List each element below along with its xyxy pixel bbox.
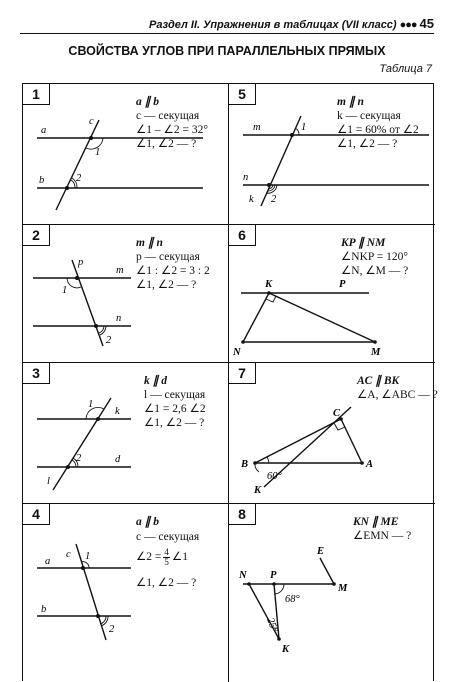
exercise-number: 3 — [23, 363, 50, 384]
exercise-cell-6 — [229, 225, 435, 363]
angle-label-2: 2 — [76, 453, 82, 464]
condition-line: ∠1 = 60% от ∠2 — [337, 124, 419, 136]
figure-right-triangle — [229, 225, 435, 363]
exercise-number: 1 — [23, 84, 50, 105]
condition-line: ∠EMN — ? — [353, 530, 412, 542]
angle-label-1: 1 — [301, 122, 307, 133]
line-label-m: m — [253, 122, 261, 133]
exercise-number: 4 — [23, 504, 50, 525]
condition-line: ∠1, ∠2 — ? — [136, 138, 197, 150]
point-label-b: B — [241, 459, 249, 470]
table-label: Таблица 7 — [379, 63, 432, 75]
exercise-cell-4 — [23, 504, 229, 682]
condition-line: ∠1, ∠2 — ? — [136, 577, 197, 589]
angle-label-2: 2 — [109, 624, 115, 635]
exercise-cell-8 — [229, 504, 435, 682]
condition-line: ∠NKP = 120° — [341, 251, 408, 263]
point-label-a: A — [366, 459, 374, 470]
point-label-m: M — [371, 347, 381, 358]
line-label-d: d — [115, 454, 121, 465]
point-label-k: K — [254, 485, 262, 496]
angle-label-2: 2 — [76, 173, 82, 184]
angle-value-68: 68° — [285, 594, 300, 605]
fraction-denominator: 5 — [164, 557, 169, 567]
figure-right-triangle — [229, 363, 435, 504]
figure-parallel-lines — [23, 504, 229, 682]
condition-line: AC ∥ BK — [357, 375, 400, 387]
condition-line: m ∥ n — [136, 237, 163, 249]
point-label-k: K — [265, 279, 273, 290]
exercise-cell-5 — [229, 84, 435, 225]
point-label-e: E — [317, 546, 325, 557]
condition-part: ∠2 = — [136, 551, 162, 564]
page-number: 45 — [419, 16, 434, 31]
angle-value-25: 25° — [264, 616, 280, 634]
point-label-n: N — [239, 570, 247, 581]
condition-line: ∠A, ∠ABC — ? — [357, 389, 438, 401]
exercise-number: 7 — [229, 363, 256, 384]
angle-label-1: 1 — [85, 551, 91, 562]
exercise-number: 2 — [23, 225, 50, 246]
condition-line: ∠N, ∠M — ? — [341, 265, 409, 277]
line-label-l: l — [47, 476, 50, 487]
angle-label-1: 1 — [62, 285, 68, 296]
section-title: Раздел II. Упражнения в таблицах (VII класс) — [149, 19, 397, 31]
line-label-a: a — [45, 556, 51, 567]
condition-line: l — секущая — [144, 389, 206, 401]
angle-label-2: 2 — [271, 194, 277, 205]
condition-line: ∠1 – ∠2 = 32° — [136, 124, 208, 136]
exercise-cell-1 — [23, 84, 229, 225]
figure-parallel-lines — [23, 363, 229, 504]
line-label-p: p — [78, 257, 84, 268]
condition-line: ∠1, ∠2 — ? — [136, 279, 197, 291]
line-label-k: k — [249, 194, 254, 205]
exercise-cell-2 — [23, 225, 229, 363]
point-label-k: K — [282, 644, 290, 655]
header-rule — [20, 33, 434, 34]
exercise-table — [22, 83, 438, 681]
page-header — [149, 16, 434, 31]
condition-part: ∠1 — [171, 551, 188, 564]
page-title: СВОЙСТВА УГЛОВ ПРИ ПАРАЛЛЕЛЬНЫХ ПРЯМЫХ — [68, 44, 386, 58]
exercise-number: 5 — [229, 84, 256, 105]
condition-line: c — секущая — [136, 531, 200, 543]
point-label-p: P — [270, 570, 277, 581]
line-label-b: b — [41, 604, 47, 615]
condition-line: KP ∥ NM — [341, 237, 386, 249]
point-label-m: M — [338, 583, 348, 594]
line-label-k: k — [115, 406, 120, 417]
condition-line: ∠1 = 2,6 ∠2 — [144, 403, 206, 415]
exercise-number: 6 — [229, 225, 256, 246]
point-label-c: C — [333, 408, 341, 419]
exercise-cell-7 — [229, 363, 438, 504]
figure-parallel-lines — [23, 225, 229, 363]
line-label-n: n — [116, 313, 122, 324]
condition-line: k ∥ d — [144, 375, 167, 387]
angle-label-1: 1 — [88, 399, 94, 410]
line-label-a: a — [41, 125, 47, 136]
condition-line: ∠1 : ∠2 = 3 : 2 — [136, 265, 210, 277]
point-label-n: N — [233, 347, 241, 358]
condition-line: a ∥ b — [136, 96, 159, 108]
exercise-cell-3 — [23, 363, 229, 504]
condition-line: k — секущая — [337, 110, 401, 122]
figure-parallel-lines — [229, 504, 435, 682]
fraction-numerator: 4 — [164, 547, 169, 557]
angle-label-1: 1 — [95, 147, 101, 158]
exercise-number: 8 — [229, 504, 256, 525]
line-label-n: n — [243, 172, 249, 183]
condition-line: p — секущая — [136, 251, 200, 263]
line-label-b: b — [39, 175, 45, 186]
condition-line: ∠1, ∠2 — ? — [144, 417, 205, 429]
line-label-c: c — [66, 549, 71, 560]
figure-parallel-lines — [229, 84, 435, 225]
figure-parallel-lines — [23, 84, 229, 225]
condition-line: KN ∥ ME — [353, 516, 399, 528]
condition-line: ∠1, ∠2 — ? — [337, 138, 398, 150]
angle-value: 60° — [267, 471, 282, 482]
line-label-c: c — [89, 116, 94, 127]
page-dots: ●●● — [399, 19, 417, 31]
point-label-p: P — [339, 279, 346, 290]
angle-label-2: 2 — [106, 335, 112, 346]
condition-line: c — секущая — [136, 110, 200, 122]
condition-line: m ∥ n — [337, 96, 364, 108]
line-label-m: m — [116, 265, 124, 276]
condition-line: a ∥ b — [136, 516, 159, 528]
